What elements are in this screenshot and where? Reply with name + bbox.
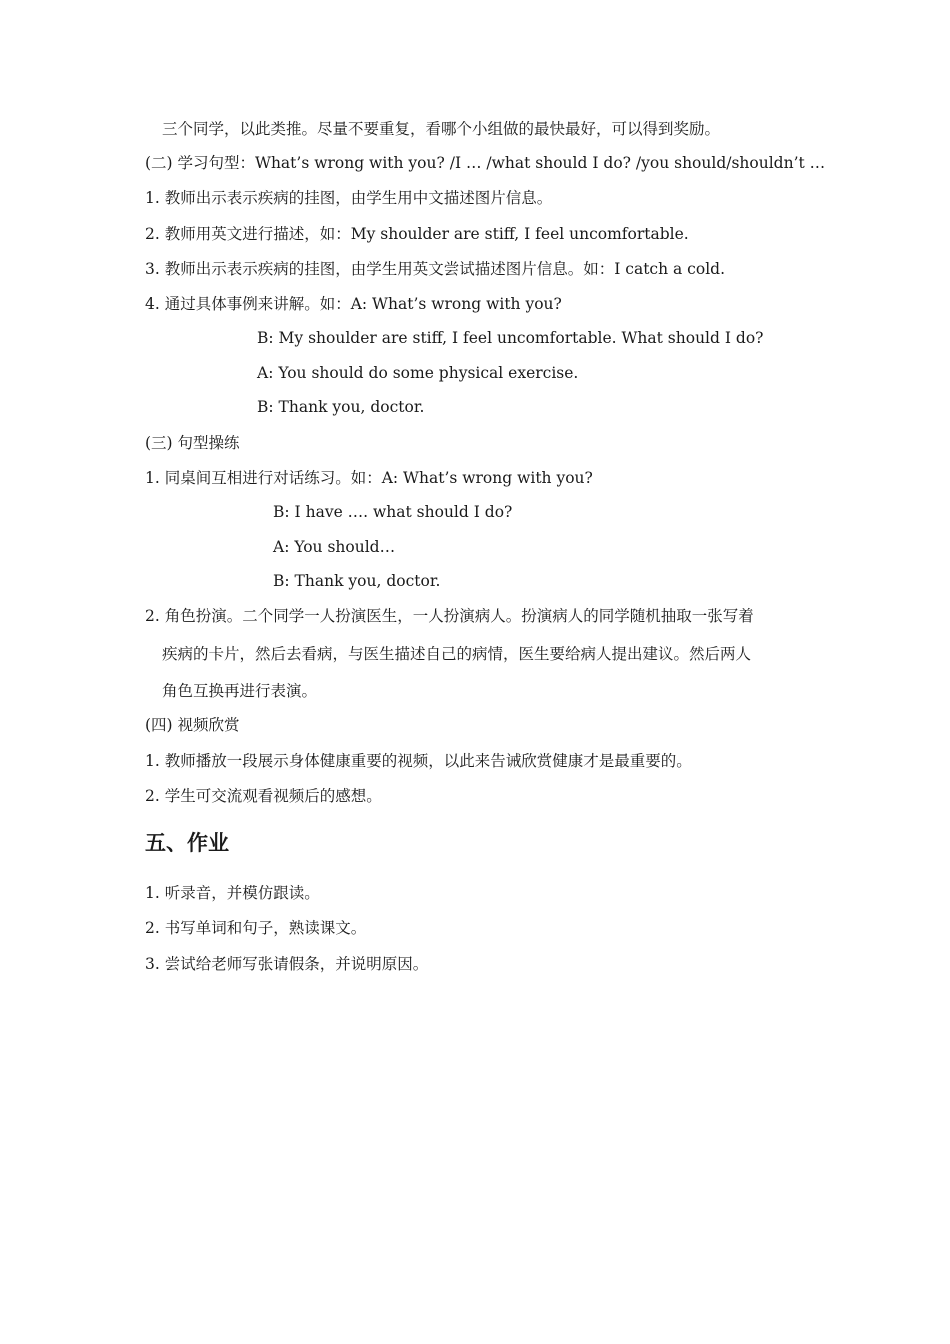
section-4-item-1: 1. 教师播放一段展示身体健康重要的视频，以此来告诫欣赏健康才是最重要的。 [145, 752, 692, 770]
section-2-item-3: 3. 教师出示表示疾病的挂图，由学生用英文尝试描述图片信息。如：I catch a cold. [145, 260, 725, 278]
section-4-heading: (四) 视频欣赏 [145, 716, 240, 734]
section-2-heading: (二) 学习句型：What’s wrong with you? /I … /what should I do? /you should/shouldn’t … [145, 154, 826, 172]
section-2-item-1: 1. 教师出示表示疾病的挂图，由学生用中文描述图片信息。 [145, 189, 553, 207]
section-3-item-1: 1. 同桌间互相进行对话练习。如：A: What’s wrong with you? [145, 469, 593, 487]
section-3-dialogue-line: B: Thank you, doctor. [273, 572, 441, 590]
section-3-dialogue-line: A: You should… [273, 538, 396, 556]
homework-item-3: 3. 尝试给老师写张请假条，并说明原因。 [145, 955, 429, 973]
section-3-heading: (三) 句型操练 [145, 434, 240, 452]
section-3-item-2-line: 疾病的卡片，然后去看病，与医生描述自己的病情，医生要给病人提出建议。然后两人 [162, 645, 752, 663]
section-2-dialogue-line: B: My shoulder are stiff, I feel uncomfortable. What should I do? [257, 329, 764, 347]
section-2-dialogue-line: A: You should do some physical exercise. [257, 364, 579, 382]
homework-item-1: 1. 听录音，并模仿跟读。 [145, 884, 320, 902]
section-2-dialogue-line: B: Thank you, doctor. [257, 398, 425, 416]
section-4-item-2: 2. 学生可交流观看视频后的感想。 [145, 787, 382, 805]
section-2-item-4: 4. 通过具体事例来讲解。如：A: What’s wrong with you? [145, 295, 562, 313]
section-3-item-2-line: 2. 角色扮演。二个同学一人扮演医生，一人扮演病人。扮演病人的同学随机抽取一张写着 [145, 607, 754, 625]
homework-item-2: 2. 书写单词和句子，熟读课文。 [145, 919, 367, 937]
section-3-dialogue-line: B: I have …. what should I do? [273, 503, 513, 521]
homework-title: 五、作业 [145, 831, 229, 855]
intro-line: 三个同学，以此类推。尽量不要重复，看哪个小组做的最快最好，可以得到奖励。 [162, 120, 721, 138]
section-2-item-2: 2. 教师用英文进行描述，如：My shoulder are stiff, I feel uncomfortable. [145, 225, 689, 243]
section-3-item-2-line: 角色互换再进行表演。 [162, 682, 318, 700]
